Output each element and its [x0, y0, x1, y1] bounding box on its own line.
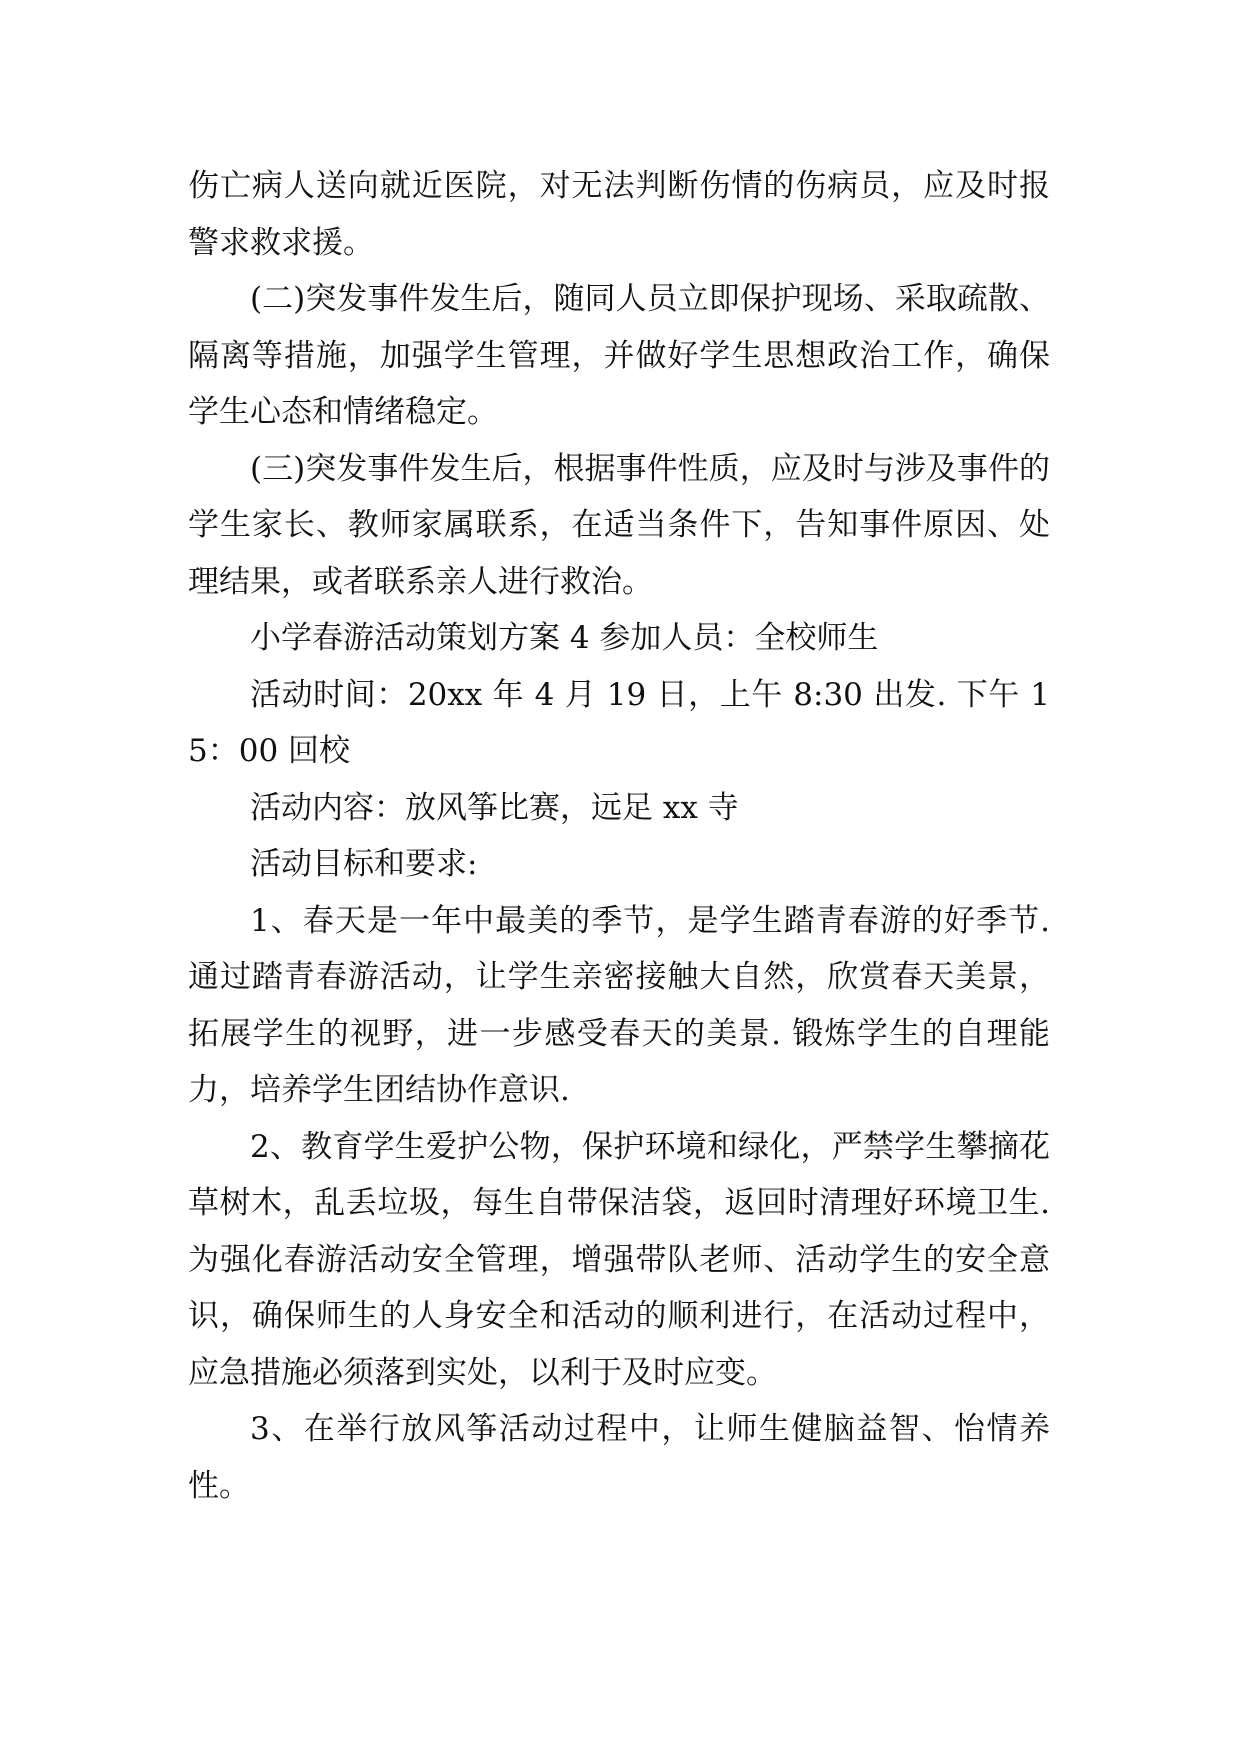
paragraph-10: 3、在举行放风筝活动过程中，让师生健脑益智、怡情养性。 — [188, 1411, 1050, 1504]
paragraph-8: 1、春天是一年中最美的季节，是学生踏青春游的好季节. 通过踏青春游活动，让学生亲密接触大自然，欣赏春天美景，拓展学生的视野，进一步感受春天的美景. 锻炼学生的自理能力，培养学生团结协作意识. — [188, 902, 1050, 1108]
paragraph-1: 伤亡病人送向就近医院，对无法判断伤情的伤病员，应及时报警求救求援。 — [188, 168, 1050, 261]
paragraph-4: 小学春游活动策划方案 4 参加人员：全校师生 — [250, 620, 879, 656]
document-body — [188, 158, 1050, 1514]
paragraph-7: 活动目标和要求: — [250, 846, 478, 882]
paragraph-2: (二)突发事件发生后，随同人员立即保护现场、采取疏散、隔离等措施，加强学生管理，并做好学生思想政治工作，确保学生心态和情绪稳定。 — [188, 281, 1050, 430]
paragraph-5: 活动时间：20xx 年 4 月 19 日，上午 8:30 出发. 下午 15：00 回校 — [188, 676, 1050, 769]
paragraph-6: 活动内容：放风筝比赛，远足 xx 寺 — [250, 789, 739, 826]
paragraph-3: (三)突发事件发生后，根据事件性质，应及时与涉及事件的学生家长、教师家属联系，在适当条件下，告知事件原因、处理结果，或者联系亲人进行救治。 — [188, 450, 1050, 600]
paragraph-9: 2、教育学生爱护公物，保护环境和绿化，严禁学生攀摘花草树木，乱丢垃圾，每生自带保洁袋，返回时清理好环境卫生. 为强化春游活动安全管理，增强带队老师、活动学生的安全意识，确保师生的人身安全和活动的顺利进行，在活动过程中，应急措施必须落到实处，以利于及时应变。 — [188, 1128, 1050, 1391]
